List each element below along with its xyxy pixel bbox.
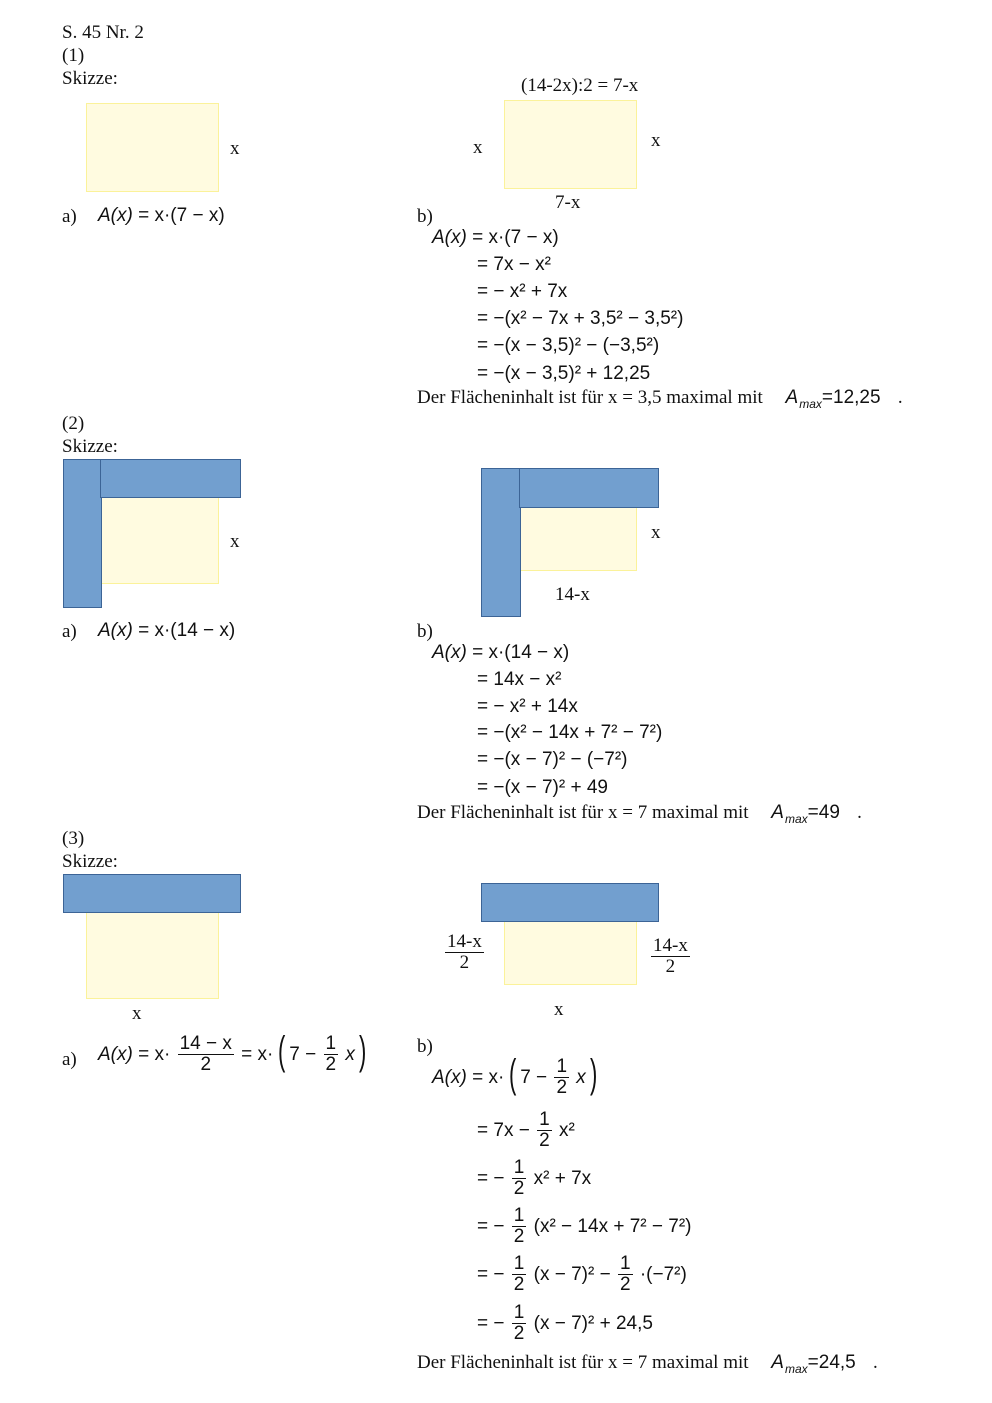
derivation-line: = 7x − $\frac{1}{2}$ x² [477, 1109, 575, 1151]
sketch-heading: Skizze: [62, 436, 118, 457]
conclusion-text: Der Flächeninhalt ist für x = 7 maximal mit [417, 802, 749, 823]
equation-lhs: A(x) [98, 205, 133, 226]
sketch-b-rectangle [504, 100, 637, 189]
equation-lhs: A(x) [98, 1043, 133, 1065]
sketch-a-rectangle [86, 910, 219, 999]
sketch-a-horizontal-strip [100, 459, 241, 498]
conclusion-text: Der Flächeninhalt ist für x = 7 maximal mit [417, 1352, 749, 1373]
subpart-a-label: a) [62, 621, 77, 642]
sketch-b-left-label: x [473, 137, 483, 158]
part-label: (2) [62, 413, 85, 434]
equation-rhs: = x·(14 − x) [138, 620, 236, 641]
equation-a: A(x) = x· $\frac{14 - x}{2}$ = x· ( 7 − $\frac{1}{2}$ x ) [98, 1029, 367, 1075]
sketch-b-rectangle [504, 919, 637, 985]
derivation-line: A(x) = x·(14 − x) [432, 642, 570, 663]
conclusion: Der Flächeninhalt ist für x = 3,5 maximal mit $A_{max}=12,25$ . [417, 387, 903, 411]
part-label: (3) [62, 828, 85, 849]
derivation-line: = − $\frac{1}{2}$ (x² − 14x + 7² − 7²) [477, 1205, 692, 1247]
page-title: S. 45 Nr. 2 [62, 22, 144, 43]
subpart-b-label: b) [417, 1036, 433, 1057]
sketch-a-vertical-strip [63, 459, 102, 608]
sketch-a-rectangle [86, 103, 219, 192]
sketch-a-horizontal-strip [63, 874, 241, 913]
derivation-line: = − $\frac{1}{2}$ (x − 7)² + 24,5 [477, 1302, 653, 1344]
derivation-line: = −(x − 7)² + 49 [477, 777, 608, 798]
derivation-line: A(x) = x· ( 7 − $\frac{1}{2}$ x ) [432, 1052, 598, 1098]
subpart-b-label: b) [417, 206, 433, 227]
equation-lhs: A(x) [432, 227, 467, 248]
derivation-line: = −(x − 7)² − (−7²) [477, 749, 628, 770]
sketch-b-horizontal-strip [519, 468, 659, 508]
sketch-a-bottom-label: x [132, 1003, 142, 1024]
conclusion: Der Flächeninhalt ist für x = 7 maximal mit $A_{max}=49$ . [417, 802, 862, 826]
derivation-line: A(x) = x·(7 − x) [432, 227, 559, 248]
conclusion-value: =24,5 [807, 1352, 856, 1373]
sketch-b-bottom-label: 7-x [555, 192, 581, 213]
derivation-line: = − $\frac{1}{2}$ x² + 7x [477, 1157, 592, 1199]
sketch-heading: Skizze: [62, 68, 118, 89]
sketch-b-horizontal-strip [481, 883, 659, 922]
equation-a [98, 621, 235, 640]
sketch-b-left-label: $\frac{14-x}{2}$ [447, 931, 482, 973]
conclusion-value: =12,25 [821, 387, 881, 408]
subpart-a-label: a) [62, 1049, 77, 1070]
sketch-a-side-label: x [230, 531, 240, 552]
sketch-b-top-label: (14-2x):2 = 7-x [521, 75, 639, 96]
equation-lhs: A(x) [432, 1066, 467, 1088]
sketch-a-rectangle [100, 497, 219, 584]
equation-a [98, 206, 225, 225]
sketch-b-rectangle [519, 506, 637, 571]
derivation-line: = −(x² − 14x + 7² − 7²) [477, 722, 663, 743]
sketch-a-side-label: x [230, 138, 240, 159]
equation-lhs: A(x) [432, 642, 467, 663]
derivation-line: = −(x − 3,5)² + 12,25 [477, 363, 651, 384]
sketch-b-right-label: x [651, 130, 661, 151]
part-label: (1) [62, 45, 85, 66]
conclusion-value: =49 [807, 802, 840, 823]
derivation-line: = 14x − x² [477, 669, 562, 690]
equation-rhs: = x·(7 − x) [138, 205, 225, 226]
subpart-a-label: a) [62, 206, 77, 227]
derivation-line: = − $\frac{1}{2}$ (x − 7)² − $\frac{1}{2}$ ·(−7²) [477, 1253, 687, 1295]
sketch-b-vertical-strip [481, 468, 521, 617]
sketch-heading: Skizze: [62, 851, 118, 872]
derivation-line: = − x² + 7x [477, 281, 568, 302]
subpart-b-label: b) [417, 621, 433, 642]
equation-lhs: A(x) [98, 620, 133, 641]
derivation-line: = −(x² − 7x + 3,5² − 3,5²) [477, 308, 684, 329]
sketch-b-right-label: x [651, 522, 661, 543]
sketch-b-right-label: $\frac{14-x}{2}$ [653, 935, 688, 977]
derivation-line: = −(x − 3,5)² − (−3,5²) [477, 335, 660, 356]
sketch-b-bottom-label: 14-x [555, 584, 590, 605]
sketch-b-bottom-label: x [554, 999, 564, 1020]
conclusion-text: Der Flächeninhalt ist für x = 3,5 maximal mit [417, 387, 763, 408]
derivation-line: = 7x − x² [477, 254, 551, 275]
derivation-line: = − x² + 14x [477, 696, 578, 717]
conclusion: Der Flächeninhalt ist für x = 7 maximal mit $A_{max}=24,5$ . [417, 1352, 878, 1376]
